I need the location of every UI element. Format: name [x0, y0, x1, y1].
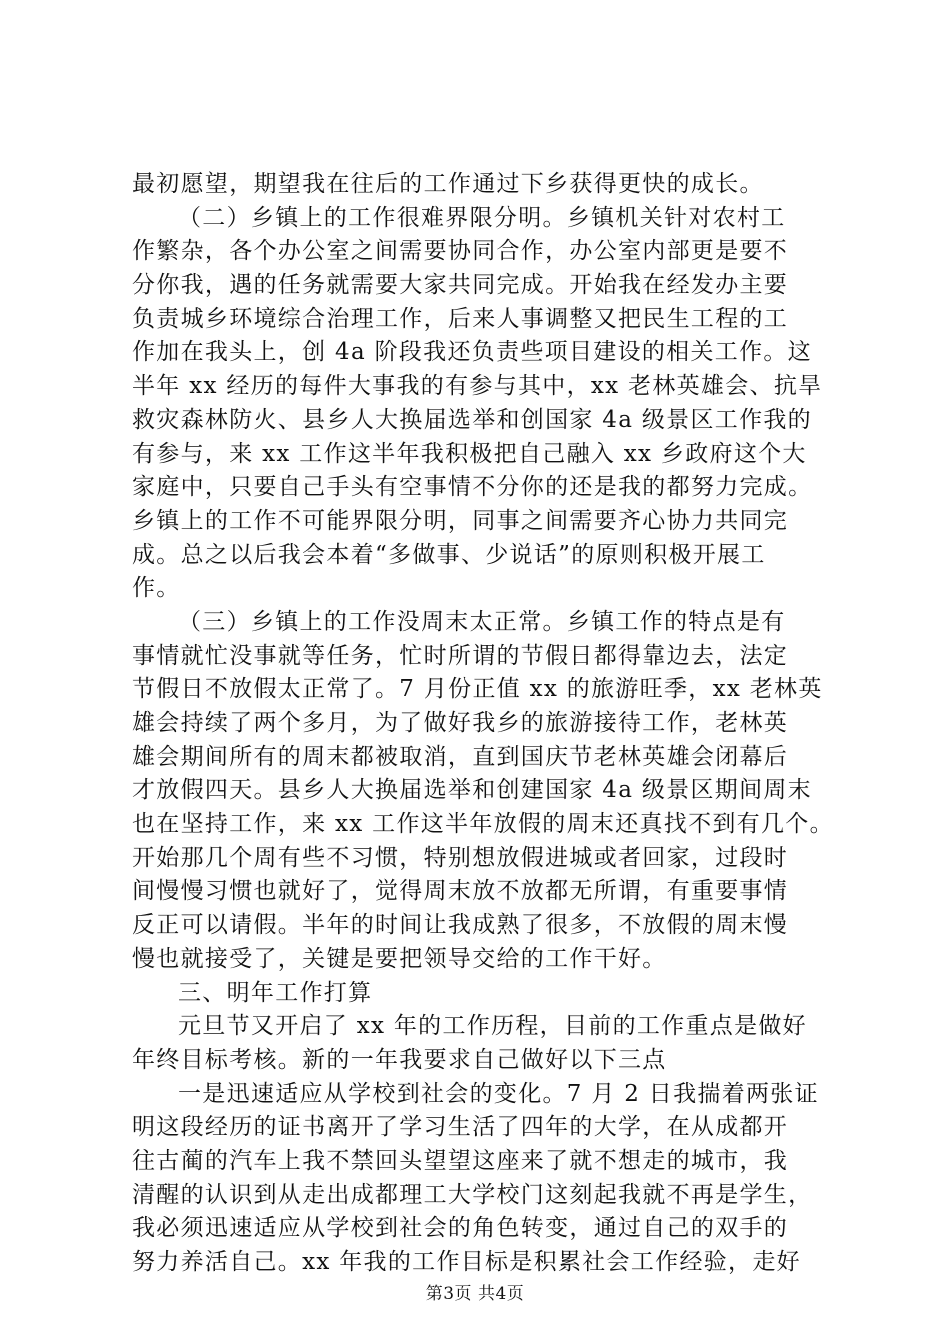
text-line: 半年 xx 经历的每件大事我的有参与其中，xx 老林英雄会、抗旱: [132, 373, 823, 400]
text-line: 年终目标考核。新的一年我要求自己做好以下三点: [132, 1046, 667, 1073]
text-line: 我必须迅速适应从学校到社会的角色转变，通过自己的双手的: [132, 1215, 789, 1242]
text-line: 负责城乡环境综合治理工作，后来人事调整又把民生工程的工: [132, 305, 789, 332]
text-line: 事情就忙没事就等任务，忙时所谓的节假日都得靠边去，法定: [132, 642, 789, 669]
text-line: 雄会持续了两个多月，为了做好我乡的旅游接待工作，老林英: [132, 710, 789, 736]
text-line: 反正可以请假。半年的时间让我成熟了很多，不放假的周末慢: [132, 912, 789, 939]
document-body: [132, 168, 844, 1280]
text-line: （二）乡镇上的工作很难界限分明。乡镇机关针对农村工: [178, 204, 786, 231]
text-line: 有参与，来 xx 工作这半年我积极把自己融入 xx 乡政府这个大: [132, 440, 807, 467]
text-line: 三、明年工作打算: [178, 979, 373, 1006]
text-line: 作繁杂，各个办公室之间需要协同合作，办公室内部更是要不: [132, 238, 789, 265]
text-line: 明这段经历的证书离开了学习生活了四年的大学，在从成都开: [132, 1114, 789, 1141]
text-line: 慢也就接受了，关键是要把领导交给的工作干好。: [132, 945, 667, 972]
text-line: 一是迅速适应从学校到社会的变化。7 月 2 日我揣着两张证: [178, 1080, 819, 1107]
text-line: 作加在我头上，创 4a 阶段我还负责些项目建设的相关工作。这: [132, 339, 812, 366]
text-line: 成。总之以后我会本着“多做事、少说话”的原则积极开展工: [132, 541, 766, 568]
text-line: （三）乡镇上的工作没周末太正常。乡镇工作的特点是有: [178, 608, 786, 635]
text-line: 雄会期间所有的周末都被取消，直到国庆节老林英雄会闭幕后: [132, 743, 789, 770]
text-line: 家庭中，只要自己手头有空事情不分你的还是我的都努力完成。: [132, 474, 813, 501]
text-line: 作。: [132, 575, 181, 602]
text-line: 元旦节又开启了 xx 年的工作历程，目前的工作重点是做好: [178, 1013, 807, 1040]
page-footer: 第3页 共4页: [425, 1284, 525, 1304]
text-line: 努力养活自己。xx 年我的工作目标是积累社会工作经验，走好: [132, 1249, 801, 1275]
text-line: 才放假四天。县乡人大换届选举和创建国家 4a 级景区期间周末: [132, 777, 812, 804]
text-line: 往古蔺的汽车上我不禁回头望望这座来了就不想走的城市，我: [132, 1147, 789, 1174]
text-line: 开始那几个周有些不习惯，特别想放假进城或者回家，过段时: [132, 844, 789, 871]
text-line: 救灾森林防火、县乡人大换届选举和创国家 4a 级景区工作我的: [132, 406, 812, 433]
text-line: 乡镇上的工作不可能界限分明，同事之间需要齐心协力共同完: [132, 507, 789, 534]
text-line: 最初愿望，期望我在往后的工作通过下乡获得更快的成长。: [132, 171, 764, 197]
text-line: 分你我，遇的任务就需要大家共同完成。开始我在经发办主要: [132, 272, 789, 299]
text-line: 间慢慢习惯也就好了，觉得周末放不放都无所谓，有重要事情: [132, 878, 789, 905]
text-line: 清醒的认识到从走出成都理工大学校门这刻起我就不再是学生，: [132, 1181, 813, 1208]
text-line: 节假日不放假太正常了。7 月份正值 xx 的旅游旺季，xx 老林英: [132, 676, 823, 703]
text-line: 也在坚持工作，来 xx 工作这半年放假的周末还真找不到有几个。: [132, 811, 834, 838]
